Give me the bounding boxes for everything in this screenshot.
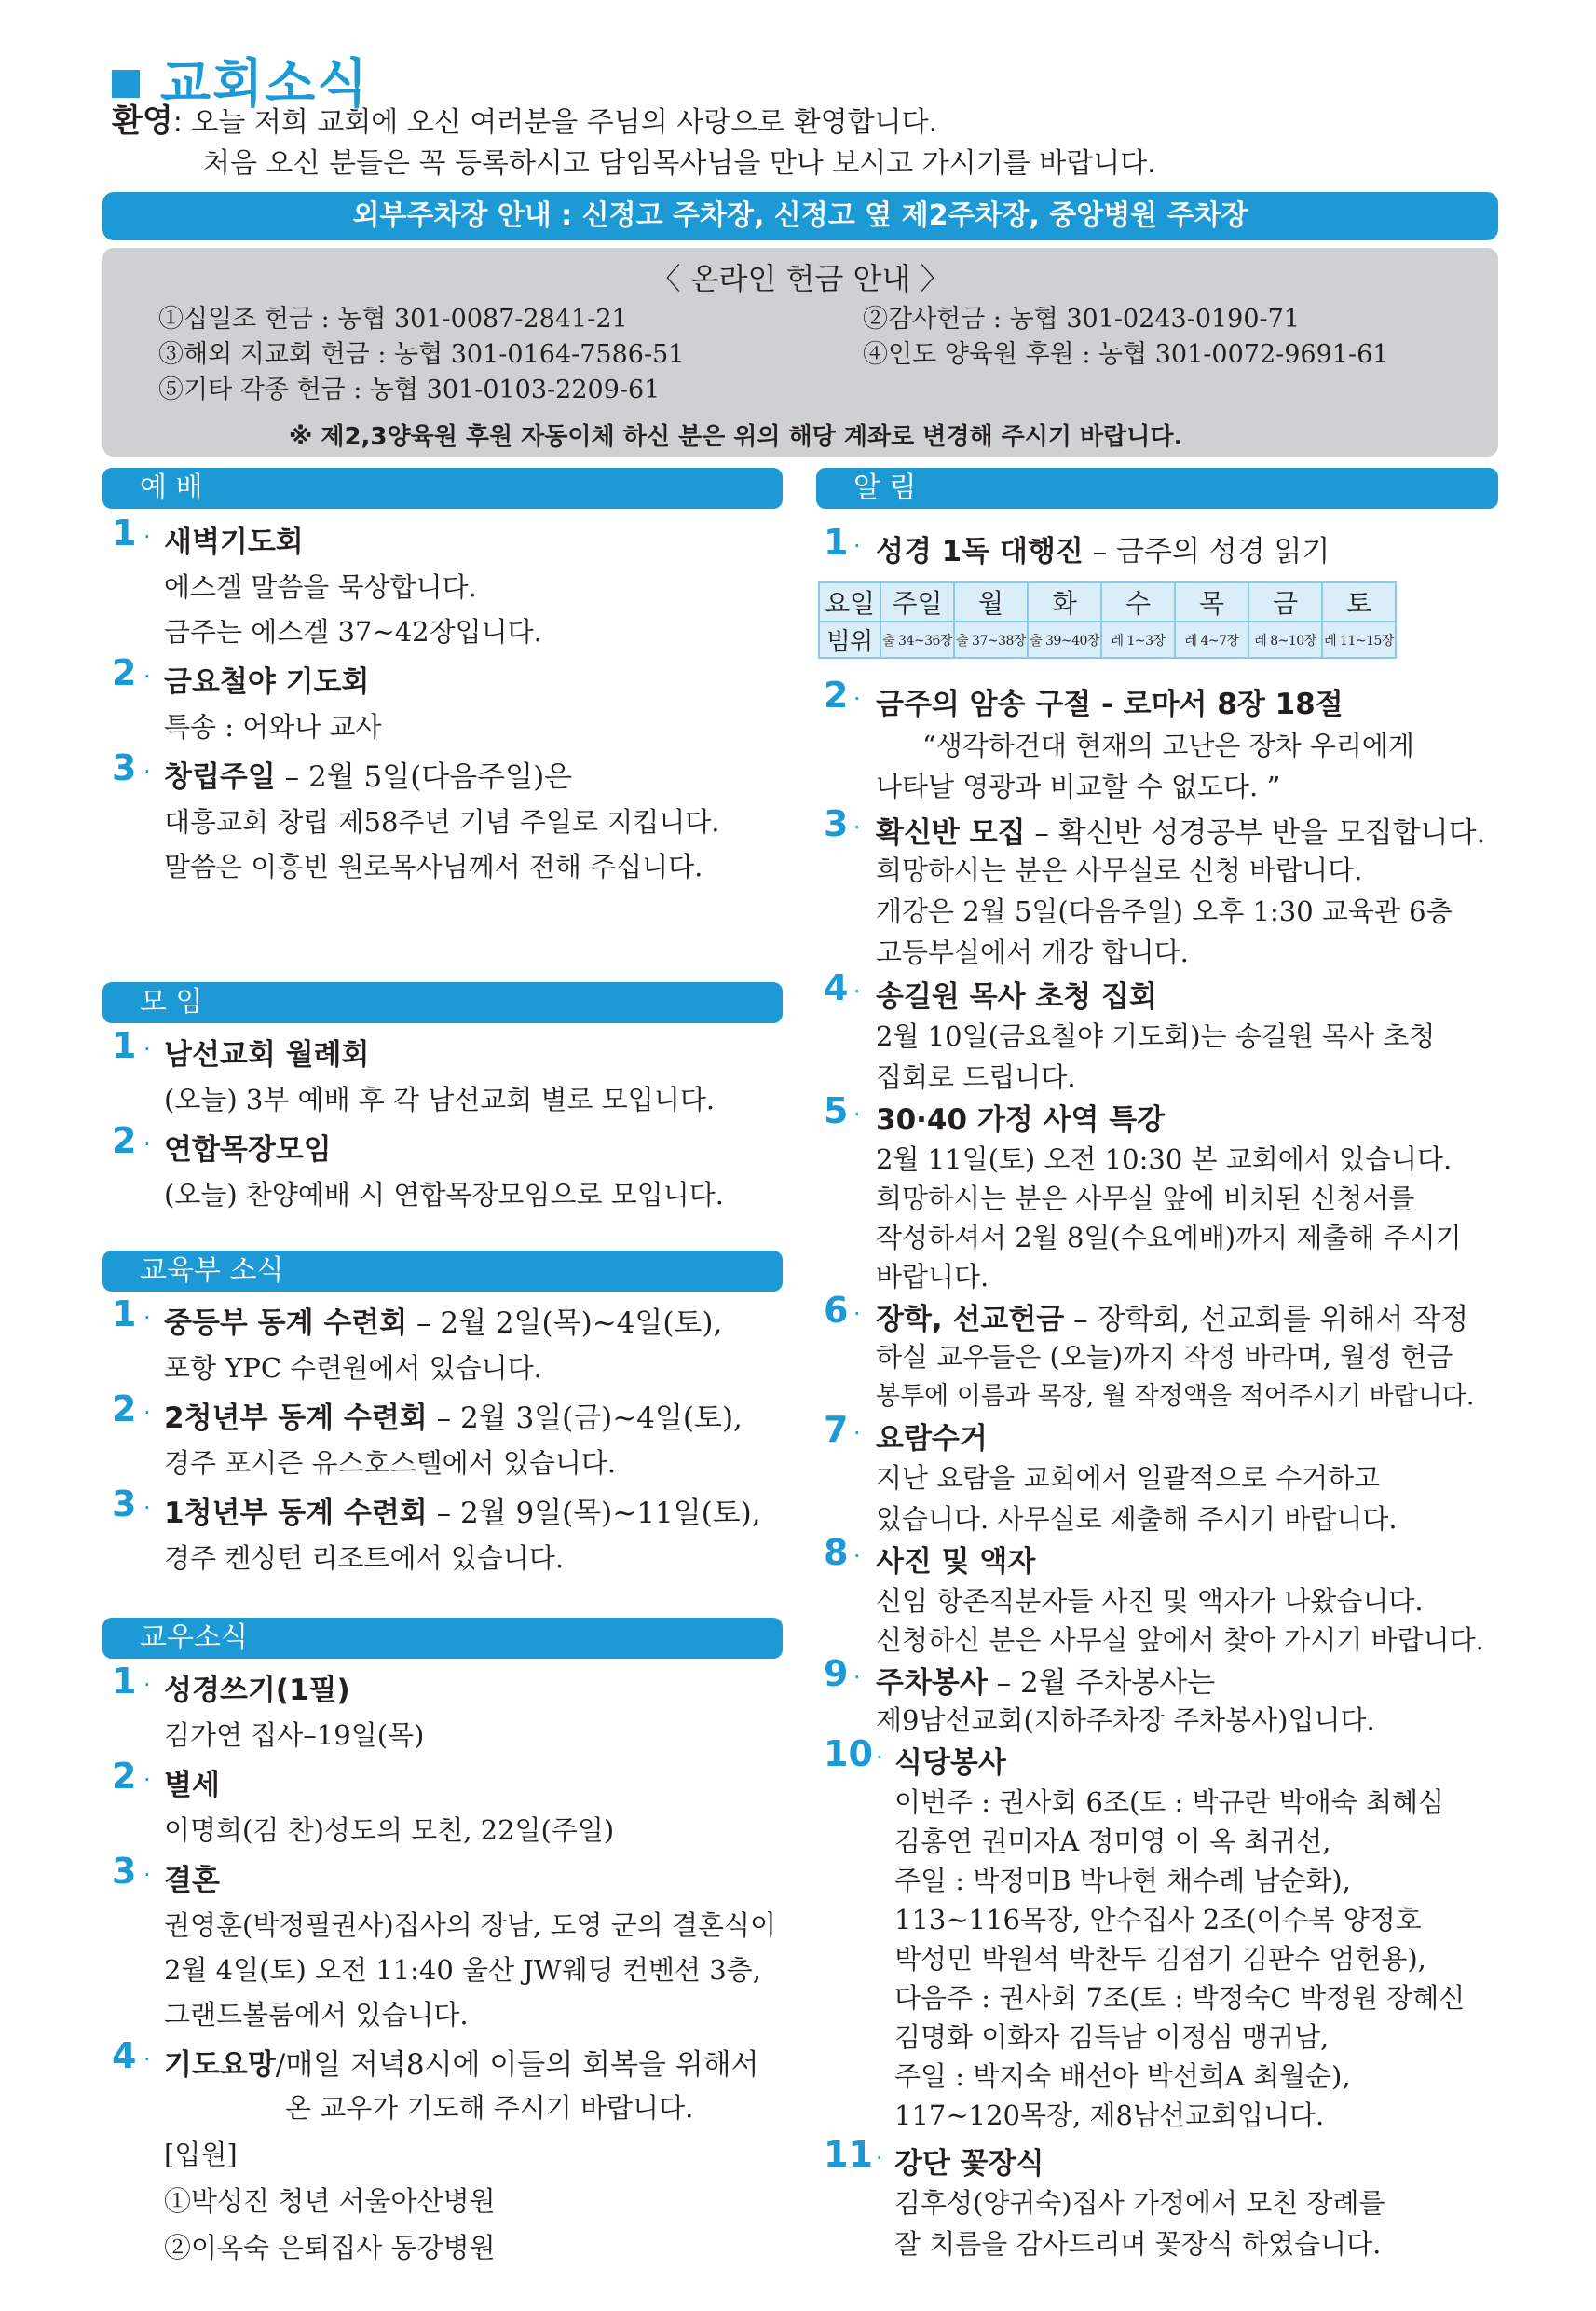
notices-item-8-line-1: 신임 항존직분자들 사진 및 액자가 나왔습니다. (876, 1585, 1424, 1617)
table-cell: 레 8~10장 (1248, 622, 1322, 658)
notices-item-7-title: 요람수거 (876, 1422, 988, 1456)
worship-item-3-title: 창립주일 – 2월 5일(다음주일)은 (164, 760, 573, 794)
notices-item-3-line-2: 개강은 2월 5일(다음주일) 오후 1:30 교육관 6층 (876, 896, 1453, 927)
meeting-item-1-line-1: (오늘) 3부 예배 후 각 남선교회 별로 모입니다. (164, 1084, 716, 1115)
offering-account-2: ②감사헌금 : 농협 301-0243-0190-71 (863, 305, 1301, 334)
worship-item-3-line-1: 대흥교회 창립 제58주년 기념 주일로 지킵니다. (164, 806, 720, 838)
members-item-3-line-3: 그랜드볼룸에서 있습니다. (164, 1999, 469, 2031)
notices-item-10-line-5: 박성민 박원석 박찬두 김점기 김판수 엄헌용), (894, 1943, 1426, 1975)
item-dot: · (143, 759, 151, 785)
table-row (819, 582, 1396, 622)
item-number: 3 (112, 1851, 137, 1892)
members-item-2-title: 별세 (164, 1769, 220, 1802)
notices-item-7-line-1: 지난 요람을 교회에서 일괄적으로 수거하고 (876, 1462, 1381, 1494)
education-item-1-title: 중등부 동계 수련회 – 2월 2일(목)~4일(토), (164, 1306, 723, 1340)
members-item-3-title: 결혼 (164, 1864, 220, 1897)
worship-item-3-line-2: 말씀은 이흥빈 원로목사님께서 전해 주십니다. (164, 851, 703, 882)
item-dot: · (143, 1305, 151, 1331)
item-number: 5 (824, 1090, 849, 1131)
table-cell: 요일 (819, 582, 880, 622)
members-item-4-line-2: [입원] (164, 2139, 238, 2170)
offering-account-5: ⑤기타 각종 헌금 : 농협 301-0103-2209-61 (158, 376, 661, 404)
notices-item-8-line-2: 신청하신 분은 사무실 앞에서 찾아 가시기 바랍니다. (876, 1624, 1484, 1656)
members-item-4-line-4: ②이옥숙 은퇴집사 동강병원 (164, 2232, 496, 2263)
item-number: 3 (112, 1484, 137, 1525)
table-cell: 목 (1175, 582, 1248, 622)
item-dot: · (143, 1862, 151, 1888)
notices-item-7-line-2: 있습니다. 사무실로 제출해 주시기 바랍니다. (876, 1503, 1398, 1535)
item-number: 1 (112, 1293, 137, 1334)
item-number: 8 (824, 1532, 849, 1573)
item-dot: · (853, 814, 861, 841)
table-cell: 범위 (819, 622, 880, 658)
table-cell: 레 4~7장 (1175, 622, 1248, 658)
notices-item-6-line-1: 하실 교우들은 (오늘)까지 작정 바라며, 월정 헌금 (876, 1341, 1453, 1373)
notices-item-1-title: 성경 1독 대행진 – 금주의 성경 읽기 (876, 535, 1330, 568)
item-number: 4 (824, 967, 849, 1008)
item-number: 1 (112, 513, 137, 554)
item-dot: · (853, 1543, 861, 1569)
members-item-3-line-2: 2월 4일(토) 오전 11:40 울산 JW웨딩 컨벤션 3층, (164, 1954, 761, 1986)
notices-item-2-line-1: “생각하건대 현재의 고난은 장차 우리에게 (922, 730, 1414, 761)
notices-item-2-title: 금주의 암송 구절 - 로마서 8장 18절 (876, 688, 1344, 721)
notices-item-11-line-1: 김후성(양귀숙)집사 가정에서 모친 장례를 (894, 2187, 1385, 2219)
section-header-notices: 알 림 (816, 468, 1498, 509)
notices-item-10-line-6: 다음주 : 권사회 7조(토 : 박정숙C 박정원 장혜신 (894, 1982, 1466, 2014)
notices-item-5-line-1: 2월 11일(토) 오전 10:30 본 교회에서 있습니다. (876, 1143, 1453, 1175)
item-dot: · (143, 663, 151, 690)
meeting-item-2-title: 연합목장모임 (164, 1133, 332, 1167)
item-number: 2 (112, 652, 137, 693)
welcome-line-2: 처음 오신 분들은 꼭 등록하시고 담임목사님을 만나 보시고 가시기를 바랍니다. (203, 147, 1156, 180)
item-dot: · (853, 1664, 861, 1690)
item-number: 6 (824, 1290, 849, 1331)
table-cell: 주일 (880, 582, 954, 622)
notices-item-8-title: 사진 및 액자 (876, 1545, 1036, 1579)
education-item-1-line-1: 포항 YPC 수련원에서 있습니다. (164, 1352, 542, 1384)
table-cell: 출 39~40장 (1028, 622, 1101, 658)
members-item-1-title: 성경쓰기(1필) (164, 1674, 350, 1707)
members-item-2-line-1: 이명희(김 찬)성도의 모친, 22일(주일) (164, 1814, 615, 1846)
item-dot: · (143, 2046, 151, 2072)
item-number: 4 (112, 2035, 137, 2076)
offering-account-3: ③해외 지교회 헌금 : 농협 301-0164-7586-51 (158, 340, 685, 369)
item-dot: · (853, 686, 861, 712)
item-number: 2 (112, 1120, 137, 1161)
item-number: 10 (824, 1733, 873, 1774)
item-dot: · (853, 1101, 861, 1128)
item-dot: · (143, 524, 151, 550)
notices-item-10-line-9: 117~120목장, 제8남선교회입니다. (894, 2099, 1325, 2131)
item-number: 2 (112, 1388, 137, 1429)
welcome-line-1: : 오늘 저희 교회에 오신 여러분을 주님의 사랑으로 환영합니다. (172, 106, 938, 139)
notices-item-10-line-2: 김홍연 권미자A 정미영 이 옥 최귀선, (894, 1826, 1331, 1857)
item-dot: · (143, 1400, 151, 1426)
item-number: 9 (824, 1653, 849, 1694)
item-dot: · (853, 1301, 861, 1327)
online-offering-box (102, 248, 1498, 457)
notices-item-11-line-2: 잘 치름을 감사드리며 꽃장식 하였습니다. (894, 2228, 1382, 2260)
offering-title: 〈 온라인 헌금 안내 〉 (650, 261, 950, 296)
worship-item-1-line-2: 금주는 에스겔 37~42장입니다. (164, 616, 542, 648)
notices-item-5-line-4: 바랍니다. (876, 1261, 989, 1292)
education-item-2-line-1: 경주 포시즌 유스호스텔에서 있습니다. (164, 1447, 617, 1479)
item-number: 1 (824, 522, 849, 563)
offering-account-1: ①십일조 헌금 : 농협 301-0087-2841-21 (158, 305, 628, 334)
notices-item-3-title: 확신반 모집 – 확신반 성경공부 반을 모집합니다. (876, 816, 1486, 850)
notices-item-4-title: 송길원 목사 초청 집회 (876, 980, 1157, 1014)
table-cell: 수 (1101, 582, 1175, 622)
notices-item-11-title: 강단 꽃장식 (894, 2147, 1044, 2181)
section-header-meeting: 모 임 (102, 982, 783, 1023)
offering-account-4: ④인도 양육원 후원 : 농협 301-0072-9691-61 (863, 340, 1389, 369)
item-number: 7 (824, 1409, 849, 1450)
table-row (819, 622, 1396, 658)
education-item-3-title: 1청년부 동계 수련회 – 2월 9일(목)~11일(토), (164, 1497, 761, 1530)
notices-item-10-line-3: 주일 : 박정미B 박나현 채수례 남순화), (894, 1865, 1351, 1896)
members-item-1-line-1: 김가연 집사–19일(목) (164, 1719, 425, 1751)
worship-item-1-title: 새벽기도회 (164, 526, 304, 559)
bible-reading-table (818, 581, 1397, 659)
notices-item-9-line-1: 제9남선교회(지하주차장 주차봉사)입니다. (876, 1704, 1375, 1736)
item-dot: · (853, 1420, 861, 1446)
item-dot: · (143, 1131, 151, 1157)
notices-item-10-title: 식당봉사 (894, 1746, 1006, 1780)
members-item-3-line-1: 권영훈(박정필권사)집사의 장남, 도영 군의 결혼식이 (164, 1909, 777, 1941)
education-item-3-line-1: 경주 켄싱턴 리조트에서 있습니다. (164, 1542, 565, 1574)
notices-item-6-line-2: 봉투에 이름과 목장, 월 작정액을 적어주시기 바랍니다. (876, 1382, 1475, 1411)
welcome-label: 환영 (112, 103, 173, 140)
item-number: 1 (112, 1025, 137, 1066)
notices-item-4-line-2: 집회로 드립니다. (876, 1061, 1076, 1093)
table-cell: 레 1~3장 (1101, 622, 1175, 658)
item-dot: · (853, 978, 861, 1005)
table-cell: 금 (1248, 582, 1322, 622)
section-header-members: 교우소식 (102, 1618, 783, 1659)
members-item-4-line-1: 온 교우가 기도해 주시기 바랍니다. (285, 2092, 694, 2124)
item-number: 1 (112, 1661, 137, 1702)
item-dot: · (876, 1744, 883, 1771)
notices-item-3-line-3: 고등부실에서 개강 합니다. (876, 937, 1189, 968)
item-dot: · (876, 2145, 883, 2171)
worship-item-2-title: 금요철야 기도회 (164, 665, 370, 699)
welcome-block (112, 101, 1156, 185)
members-item-4-line-3: ①박성진 청년 서울아산병원 (164, 2185, 496, 2217)
page-title: 교회소식 (160, 54, 370, 115)
item-dot: · (143, 1672, 151, 1698)
notices-item-6-title: 장학, 선교헌금 – 장학회, 선교회를 위해서 작정 (876, 1303, 1469, 1336)
notices-item-9-title: 주차봉사 – 2월 주차봉사는 (876, 1666, 1216, 1700)
offering-note: ※ 제2,3양육원 후원 자동이체 하신 분은 위의 해당 계좌로 변경해 주시기 바랍니다. (289, 423, 1183, 451)
section-header-worship: 예 배 (102, 468, 783, 509)
item-number: 2 (112, 1756, 137, 1797)
meeting-item-2-line-1: (오늘) 찬양예배 시 연합목장모임으로 모입니다. (164, 1179, 724, 1210)
title-square-icon (112, 70, 140, 98)
table-cell: 토 (1322, 582, 1396, 622)
parking-banner: 외부주차장 안내 : 신정고 주차장, 신정고 옆 제2주차장, 중앙병원 주차장 (102, 192, 1498, 240)
notices-item-2-line-2: 나타날 영광과 비교할 수 없도다. ” (876, 771, 1281, 802)
meeting-item-1-title: 남선교회 월례회 (164, 1038, 370, 1072)
notices-item-3-line-1: 희망하시는 분은 사무실로 신청 바랍니다. (876, 855, 1363, 886)
worship-item-1-line-1: 에스겔 말씀을 묵상합니다. (164, 571, 477, 603)
notices-item-5-line-2: 희망하시는 분은 사무실 앞에 비치된 신청서를 (876, 1183, 1415, 1214)
notices-item-10-line-1: 이번주 : 권사회 6조(토 : 박규란 박애숙 최혜심 (894, 1786, 1445, 1818)
item-number: 3 (824, 803, 849, 844)
table-cell: 출 34~36장 (880, 622, 954, 658)
section-header-education: 교육부 소식 (102, 1251, 783, 1292)
item-dot: · (853, 533, 861, 559)
notices-item-10-line-8: 주일 : 박지숙 배선아 박선희A 최월순), (894, 2060, 1351, 2092)
worship-item-2-line-1: 특송 : 어와나 교사 (164, 711, 382, 743)
members-item-4-title: 기도요망/매일 저녁8시에 이들의 회복을 위해서 (164, 2048, 759, 2082)
education-item-2-title: 2청년부 동계 수련회 – 2월 3일(금)~4일(토), (164, 1402, 743, 1435)
notices-item-10-line-7: 김명화 이화자 김득남 이정심 맹귀남, (894, 2021, 1330, 2053)
item-dot: · (143, 1036, 151, 1062)
notices-item-4-line-1: 2월 10일(금요철야 기도회)는 송길원 목사 초청 (876, 1020, 1436, 1052)
item-number: 2 (824, 675, 849, 716)
item-number: 11 (824, 2134, 873, 2175)
item-dot: · (143, 1767, 151, 1793)
item-dot: · (143, 1495, 151, 1521)
table-cell: 월 (954, 582, 1028, 622)
notices-item-10-line-4: 113~116목장, 안수집사 2조(이수복 양정호 (894, 1904, 1422, 1935)
item-number: 3 (112, 747, 137, 788)
table-cell: 레 11~15장 (1322, 622, 1396, 658)
table-cell: 출 37~38장 (954, 622, 1028, 658)
notices-item-5-line-3: 작성하셔서 2월 8일(수요예배)까지 제출해 주시기 (876, 1222, 1462, 1253)
table-cell: 화 (1028, 582, 1101, 622)
notices-item-5-title: 30·40 가정 사역 특강 (876, 1103, 1166, 1137)
